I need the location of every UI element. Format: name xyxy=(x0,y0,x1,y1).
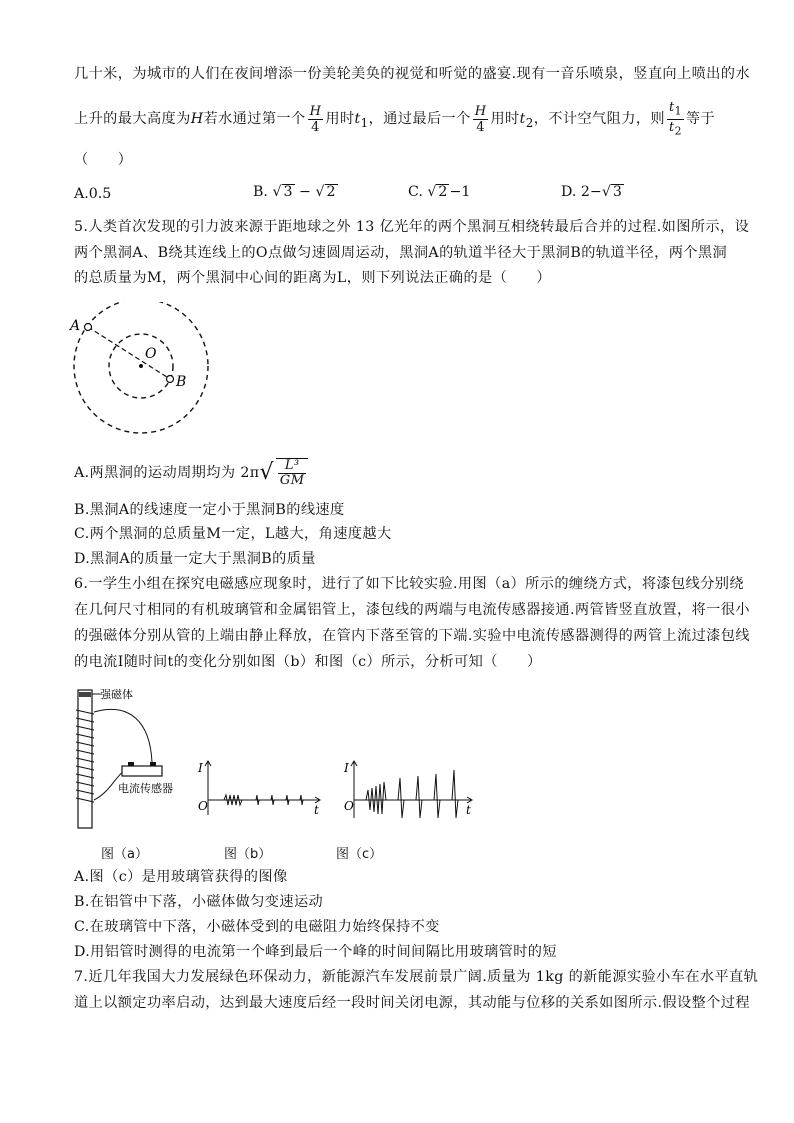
axis-t-label: t xyxy=(314,803,319,817)
q6-line-1: 6.一学生小组在探究电磁感应现象时，进行了如下比较实验.用图（a）所示的缠绕方式，将漆包线分别绕 xyxy=(74,576,744,592)
center-o xyxy=(139,364,143,368)
magnet xyxy=(79,692,91,697)
fraction-t1-over-t2: $\frac{t_1}{t_2}$ xyxy=(669,100,682,138)
q6-option-b: B.在铝管中下落，小磁体做匀变速运动 xyxy=(74,894,324,910)
label-b: B xyxy=(176,374,187,390)
q6-line-4: 的电流I随时间t的变化分别如图（b）和图（c）所示，分析可知（ ） xyxy=(74,654,542,670)
current-sensor xyxy=(122,766,162,776)
figure-a-tube-apparatus xyxy=(70,682,200,834)
axis-t-label-c: t xyxy=(466,803,471,817)
label-o: O xyxy=(145,346,157,362)
label-a: A xyxy=(70,318,81,334)
axis-i-label: I xyxy=(198,761,203,775)
q4-option-d: D. 2−√ 3 xyxy=(561,184,622,200)
axis-i-label-c: I xyxy=(344,761,349,775)
q6-option-d: D.用铝管时测得的电流第一个峰到最后一个峰的时间间隔比用玻璃管时的短 xyxy=(74,944,557,960)
signal-c xyxy=(366,770,458,818)
origin-label-c: O xyxy=(344,799,354,813)
caption-figure-b: 图（b） xyxy=(224,847,272,862)
q5-option-d: D.黑洞A的质量一定大于黑洞B的质量 xyxy=(74,551,316,567)
q4-option-c: C. √ 2 −1 xyxy=(408,184,471,200)
q5-option-c: C.两个黑洞的总质量M一定，L越大，角速度越大 xyxy=(74,526,392,542)
q6-line-2: 在几何尺寸相同的有机玻璃管和金属铝管上，漆包线的两端与电流传感器接通.两管皆竖直放置，将一很小 xyxy=(74,602,750,618)
sensor-label: 电流传感器 xyxy=(118,782,173,795)
figure-b-current-graph xyxy=(196,760,326,820)
caption-figure-c: 图（c） xyxy=(336,847,383,862)
wire-top xyxy=(94,709,152,762)
q7-line-1: 7.近几年我国大力发展绿色环保动力，新能源汽车发展前景广阔.质量为 1kg 的新能源实验小车在水平直轨 xyxy=(74,969,759,985)
q6-option-a: A.图（c）是用玻璃管获得的图像 xyxy=(74,869,288,885)
q6-option-c: C.在玻璃管中下落，小磁体受到的电磁阻力始终保持不变 xyxy=(74,919,440,935)
black-hole-a xyxy=(85,324,92,331)
fraction-h-over-4: $\frac{H}{4}$ xyxy=(309,103,322,135)
q5-option-a: A.两黑洞的运动周期均为 2π√ $\frac{\text{L³}}{GM}$ xyxy=(74,458,310,488)
q5-line-3: 的总质量为M，两个黑洞中心间的距离为L，则下列说法正确的是（ ） xyxy=(74,270,551,286)
black-hole-b xyxy=(167,376,174,383)
origin-label: O xyxy=(198,799,208,813)
q7-line-2: 道上以额定功率启动，达到最大速度后经一段时间关闭电源，其动能与位移的关系如图所示.假设整个过程 xyxy=(74,995,750,1011)
caption-figure-a: 图（a） xyxy=(101,847,148,862)
q5-line-2: 两个黑洞A、B绕其连线上的O点做匀速圆周运动，黑洞A的轨道半径大于黑洞B的轨道半径，两个黑洞 xyxy=(74,245,728,261)
magnet-label: 强磁体 xyxy=(100,688,133,701)
figure-c-current-graph xyxy=(340,760,480,820)
binary-black-hole-orbit-diagram xyxy=(66,302,216,438)
ab-connecting-line xyxy=(88,327,170,379)
q4-line-1: 几十米，为城市的人们在夜间增添一份美轮美奂的视觉和听觉的盛宴.现有一音乐喷泉，竖直向上喷出的水 xyxy=(74,66,750,82)
q4-bracket: （ ） xyxy=(74,152,133,168)
q6-line-3: 的强磁体分别从管的上端由静止释放，在管内下落至管的下端.实验中电流传感器测得的两管上流过漆包线 xyxy=(74,628,750,644)
fraction-h-over-4-second: $\frac{H}{4}$ xyxy=(474,103,487,135)
q5-option-b: B.黑洞A的线速度一定小于黑洞B的线速度 xyxy=(74,502,345,518)
q4-option-a: A.0.5 xyxy=(74,186,112,202)
q4-line-2: 上升的最大高度为H若水通过第一个 $\frac{H}{4}$ 用时$t_1$，通过最后一个 $\frac{H}{4}$ 用时$t_2$，不计空气阻力，则 $\frac{t_1}{t_2}$ 等于 xyxy=(74,100,716,138)
q4-option-b: B. √ 3 − √ 2 xyxy=(253,184,336,200)
q5-line-1: 5.人类首次发现的引力波来源于距地球之外 13 亿光年的两个黑洞互相绕转最后合并的过程.如图所示，设 xyxy=(74,219,750,235)
